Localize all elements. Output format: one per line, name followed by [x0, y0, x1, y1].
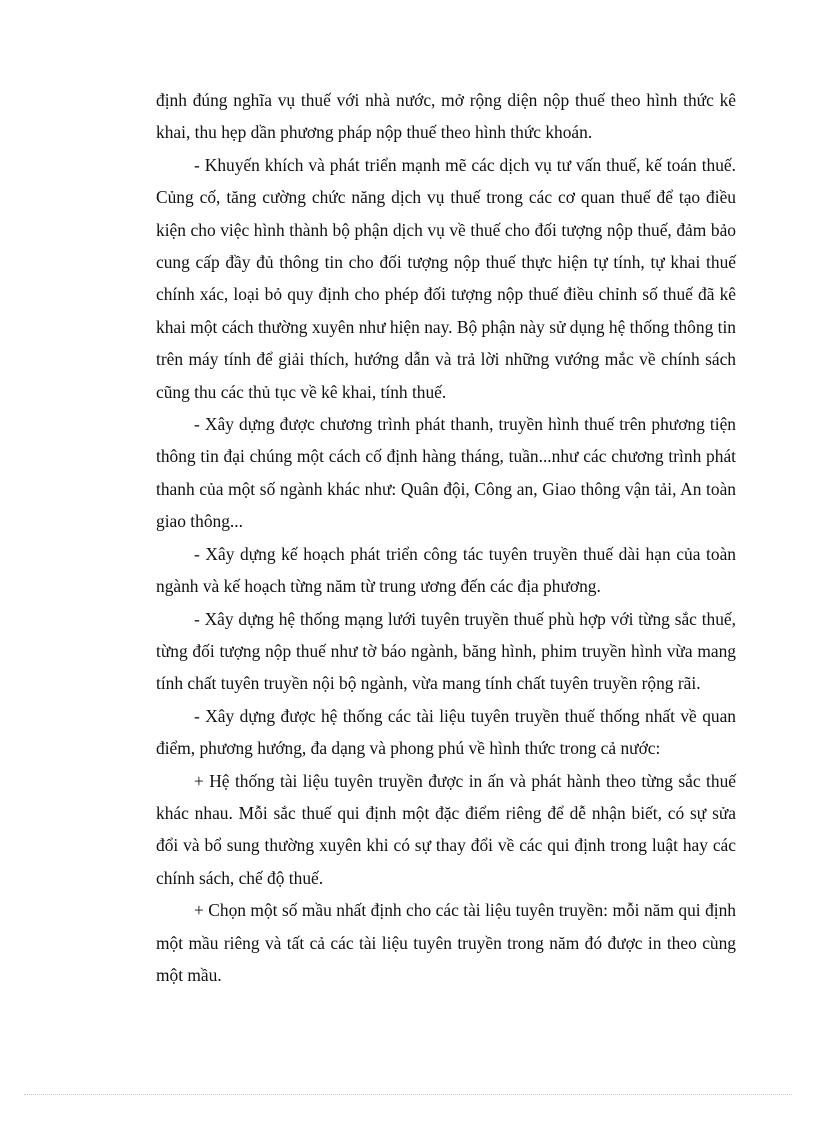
paragraph-materials-per-tax-type: + Hệ thống tài liệu tuyên truyền được in ấn và phát hành theo từng sắc thuế khác nhau. Mỗi sắc thuế qui định một đặc điểm riêng để dễ nhận biết, có sự sửa đổi và bổ sung thường xuyên khi có sự thay đổi về các qui định trong luật hay các chính sách, chế độ thuế.	[156, 770, 736, 888]
paragraph-yearly-color: + Chọn một số mầu nhất định cho các tài liệu tuyên truyền: mỗi năm qui định một mầu riêng và tất cả các tài liệu tuyên truyền trong năm đó được in theo cùng một mầu.	[156, 900, 736, 985]
paragraph-long-term-plan: - Xây dựng kế hoạch phát triển công tác tuyên truyền thuế dài hạn của toàn ngành và kế hoạch từng năm từ trung ương đến các địa phương.	[156, 543, 736, 597]
paragraph-continuation: định đúng nghĩa vụ thuế với nhà nước, mở rộng diện nộp thuế theo hình thức kê khai, thu hẹp dần phương pháp nộp thuế theo hình thức khoán.	[156, 90, 736, 143]
paragraph-propaganda-network: - Xây dựng hệ thống mạng lưới tuyên truyền thuế phù hợp với từng sắc thuế, từng đối tượng nộp thuế như tờ báo ngành, băng hình, phim truyền hình vừa mang tính chất tuyên truyền nội bộ ngành, vừa mang tính chất tuyên truyền rộng rãi.	[156, 608, 736, 694]
paragraph-tax-consulting-services: - Khuyến khích và phát triển mạnh mẽ các dịch vụ tư vấn thuế, kế toán thuế. Củng cố, tăng cường chức năng dịch vụ thuế trong các cơ quan thuế để tạo điều kiện cho việc hình thành bộ phận dịch vụ về thuế cho đối tượng nộp thuế, đảm bảo cung cấp đầy đủ thông tin cho đối tượng nộp thuế thực hiện tự tính, tự khai thuế chính xác, loại bỏ quy định cho phép đối tượng nộp thuế điều chỉnh số thuế đã kê khai một cách thường xuyên như hiện nay. Bộ phận này sử dụng hệ thống thông tin trên máy tính để giải thích, hướng dẫn và trả lời những vướng mắc về chính sách cũng thu các thủ tục về kê khai, tính thuế.	[156, 154, 736, 402]
paragraph-unified-materials: - Xây dựng được hệ thống các tài liệu tuyên truyền thuế thống nhất về quan điểm, phương hướng, đa dạng và phong phú về hình thức trong cả nước:	[156, 705, 736, 759]
paragraph-broadcast-program: - Xây dựng được chương trình phát thanh, truyền hình thuế trên phương tiện thông tin đại chúng một cách cố định hàng tháng, tuần...như các chương trình phát thanh của một số ngành khác như: Quân đội, Công an, Giao thông vận tải, An toàn giao thông...	[156, 414, 736, 532]
document-page-body	[156, 84, 736, 991]
page-bottom-divider	[24, 1094, 792, 1095]
